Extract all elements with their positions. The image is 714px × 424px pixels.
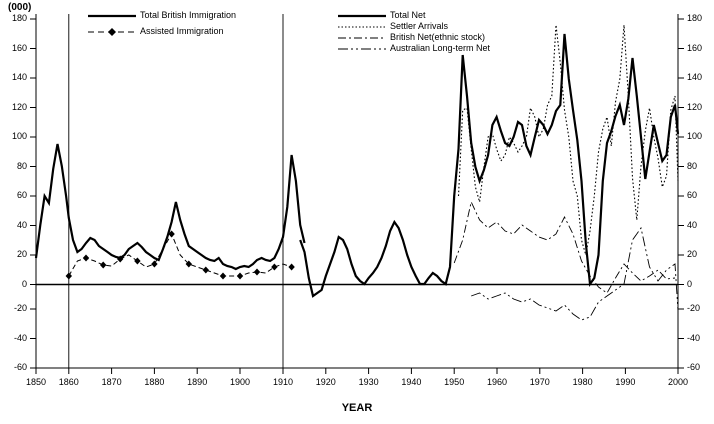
x-label-15: 2000 — [667, 377, 689, 387]
x-axis-title: YEAR — [341, 402, 373, 414]
x-label-14: 1990 — [615, 377, 636, 387]
y-label-left-2: -20 — [13, 303, 27, 313]
y-label-right-9: 120 — [687, 101, 703, 112]
x-label-8: 1930 — [358, 377, 379, 387]
y-label-right-12: 180 — [687, 13, 703, 23]
legend-label-5: Australian Long-term Net — [390, 43, 491, 53]
x-label-6: 1910 — [272, 377, 294, 387]
x-label-12: 1970 — [529, 377, 550, 387]
y-label-left-11: 160 — [11, 42, 27, 53]
y-label-right-2: -20 — [687, 303, 701, 313]
y-label-right-3: 0 — [687, 278, 693, 289]
y-label-left-6: 60 — [16, 190, 27, 200]
x-label-10: 1950 — [444, 377, 465, 387]
y-label-left-5: 40 — [16, 219, 27, 230]
y-label-left-8: 100 — [11, 131, 27, 141]
y-label-right-8: 100 — [687, 131, 703, 141]
y-label-left-7: 80 — [16, 160, 27, 171]
legend-label-0: Total British Immigration — [140, 10, 237, 20]
x-label-5: 1900 — [229, 377, 251, 387]
legend-label-3: Settler Arrivals — [390, 21, 449, 31]
y-label-right-6: 60 — [687, 190, 698, 200]
legend-label-2: Total Net — [390, 10, 426, 20]
x-label-7: 1920 — [315, 377, 336, 387]
legend-label-4: British Net(ethnic stock) — [390, 32, 486, 42]
y-label-right-10: 140 — [687, 72, 703, 82]
y-label-right-11: 160 — [687, 42, 703, 53]
x-label-0: 1850 — [25, 377, 47, 387]
y-label-left-10: 140 — [11, 72, 27, 82]
x-label-1: 1860 — [58, 377, 79, 387]
y-label-right-4: 20 — [687, 249, 698, 259]
y-label-left-4: 20 — [16, 249, 27, 259]
legend-label-1: Assisted Immigration — [140, 26, 224, 36]
y-label-right-7: 80 — [687, 160, 698, 171]
y-label-left-12: 180 — [11, 13, 27, 23]
y-axis-unit-label: (000) — [8, 2, 32, 13]
y-label-right-1: -40 — [687, 332, 701, 343]
x-label-2: 1870 — [101, 377, 122, 387]
x-label-9: 1940 — [401, 377, 422, 387]
x-label-13: 1980 — [572, 377, 593, 387]
y-label-left-3: 0 — [21, 278, 27, 289]
y-label-right-0: -60 — [687, 362, 701, 372]
y-label-left-0: -60 — [13, 362, 27, 372]
x-label-11: 1960 — [486, 377, 508, 387]
x-label-3: 1880 — [144, 377, 165, 387]
y-label-left-1: -40 — [13, 332, 27, 343]
y-label-left-9: 120 — [11, 101, 27, 112]
y-label-right-5: 40 — [687, 219, 698, 230]
x-label-4: 1890 — [187, 377, 208, 387]
